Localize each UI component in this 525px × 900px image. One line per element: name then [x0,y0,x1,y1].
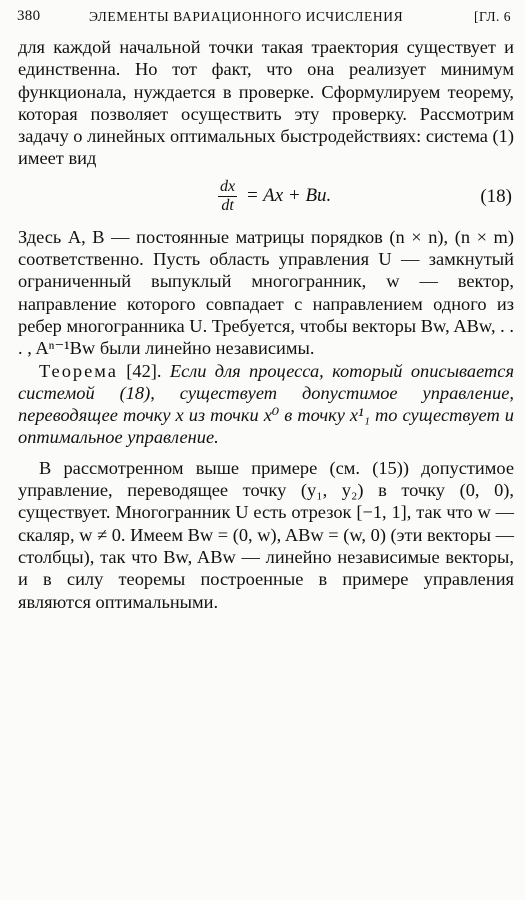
theorem-label: Теорема [39,360,118,381]
running-title: ЭЛЕМЕНТЫ ВАРИАЦИОННОГО ИСЧИСЛЕНИЯ [89,9,404,24]
theorem-block [18,360,514,449]
equation-rhs: = Ax + Bu. [245,185,332,207]
theorem-reference: [42]. [126,360,162,381]
equation-formula [218,178,331,215]
equation-18 [18,170,514,226]
paragraph-matrices: Здесь A, B — постоянные матрицы порядков (n × n), (n × m) соответственно. Пусть область управления U — замкнутый ограниченный выпуклый многогранник, w — вектор, направление которого совпадает с направлением одного из ребер многогранника U. Требуется, чтобы векторы Bw, ABw, . . . , Aⁿ⁻¹Bw были линейно независимы. [18,226,514,359]
page-number: 380 [17,8,41,24]
equation-number: (18) [480,185,512,207]
fraction-denominator: dt [221,196,234,214]
fraction-numerator: dx [220,177,236,195]
chapter-marker: [ГЛ. 6 [474,9,511,24]
theorem-statement: Если для процесса, который описывается системой (18), существует допустимое управление, переводящее точку x из точки x⁰ в точку x¹₁ то существует и оптимальное управление. [18,360,514,448]
derivative-fraction [218,178,237,215]
paragraph-example: В рассмотренном выше примере (см. (15)) допустимое управление, переводящее точку (y₁, y₂) в точку (0, 0), существует. Многогранник U есть отрезок [−1, 1], так что w — скаляр, w ≠ 0. Имеем Bw = (0, w), ABw = (w, 0) (эти векторы — столбцы), так что Bw, ABw — линейно независимые векторы, и в силу теоремы построенные в примере управления являются оптимальными. [18,457,514,612]
running-header [17,8,511,30]
paragraph-continuation: для каждой начальной точки такая траектория существует и единственна. Но тот факт, что она реализует минимум функционала, нуждается в проверке. Сформулируем теорему, которая позволяет осуществить эту проверку. Рассмотрим задачу о линейных оптимальных быстродействиях: система (1) имеет вид [18,37,514,169]
page-body [18,36,514,613]
